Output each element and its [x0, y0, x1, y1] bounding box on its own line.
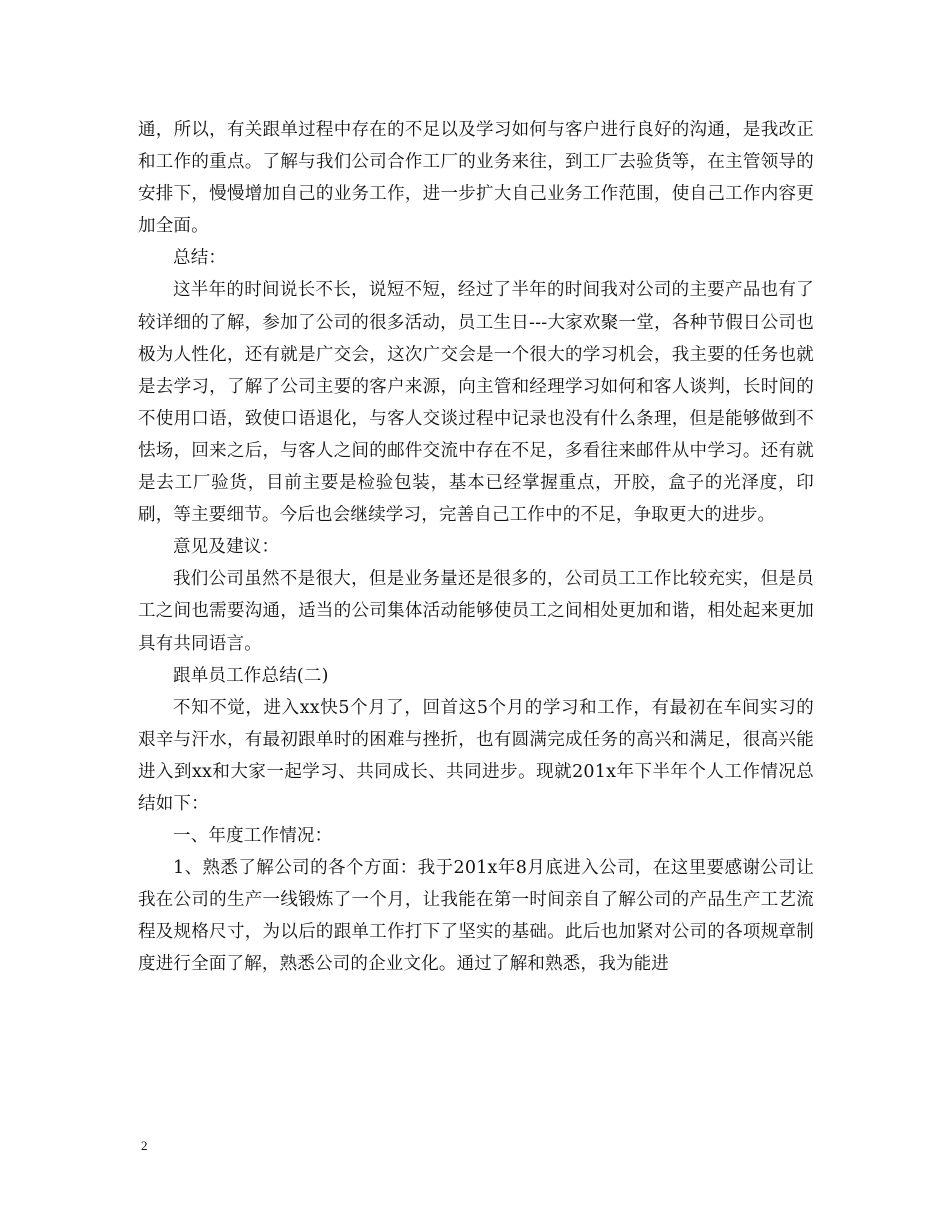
paragraph-summary-body: 这半年的时间说长不长，说短不短，经过了半年的时间我对公司的主要产品也有了较详细的了解，参加了公司的很多活动，员工生日---大家欢聚一堂，各种节假日公司也极为人性化，还有就是广交会，这次广交会是一个很大的学习机会，我主要的任务也就是去学习，了解了公司主要的客户来源，向主管和经理学习如何和客人谈判，长时间的不使用口语，致使口语退化，与客人交谈过程中记录也没有什么条理，但是能够做到不怯场，回来之后，与客人之间的邮件交流中存在不足，多看往来邮件从中学习。还有就是去工厂验货，目前主要是检验包装，基本已经掌握重点，开胶，盒子的光泽度，印刷，等主要细节。今后也会继续学习，完善自己工作中的不足，争取更大的进步。	[138, 280, 814, 526]
paragraph-item-1: 1、熟悉了解公司的各个方面：我于201x年8月底进入公司，在这里要感谢公司让我在公司的生产一线锻炼了一个月，让我能在第一时间亲自了解公司的产品生产工艺流程及规格尺寸，为以后的跟单工作打下了坚实的基础。此后也加紧对公司的各项规章制度进行全面了解，熟悉公司的企业文化。通过了解和熟悉，我为能进	[138, 858, 814, 975]
paragraph-continuation: 通，所以，有关跟单过程中存在的不足以及学习如何与客户进行良好的沟通，是我改正和工作的重点。了解与我们公司合作工厂的业务来往，到工厂去验货等，在主管领导的安排下，慢慢增加自己的业务工作，进一步扩大自己业务工作范围，使自己工作内容更加全面。	[138, 120, 814, 237]
paragraph-intro: 不知不觉，进入xx快5个月了，回首这5个月的学习和工作，有最初在车间实习的艰辛与汗水，有最初跟单时的困难与挫折，也有圆满完成任务的高兴和满足，很高兴能进入到xx和大家一起学习、共同成长、共同进步。现就201x年下半年个人工作情况总结如下：	[138, 697, 814, 814]
page-number: 2	[141, 1138, 148, 1153]
heading-summary: 总结：	[173, 248, 227, 269]
section-title: 跟单员工作总结(二)	[173, 665, 329, 686]
heading-annual-work: 一、年度工作情况：	[173, 826, 333, 847]
document-body	[138, 114, 814, 981]
heading-suggestions: 意见及建议：	[173, 537, 280, 558]
paragraph-suggestions-body: 我们公司虽然不是很大，但是业务量还是很多的，公司员工工作比较充实，但是员工之间也需要沟通，适当的公司集体活动能够使员工之间相处更加和谐，相处起来更加具有共同语言。	[138, 569, 814, 654]
